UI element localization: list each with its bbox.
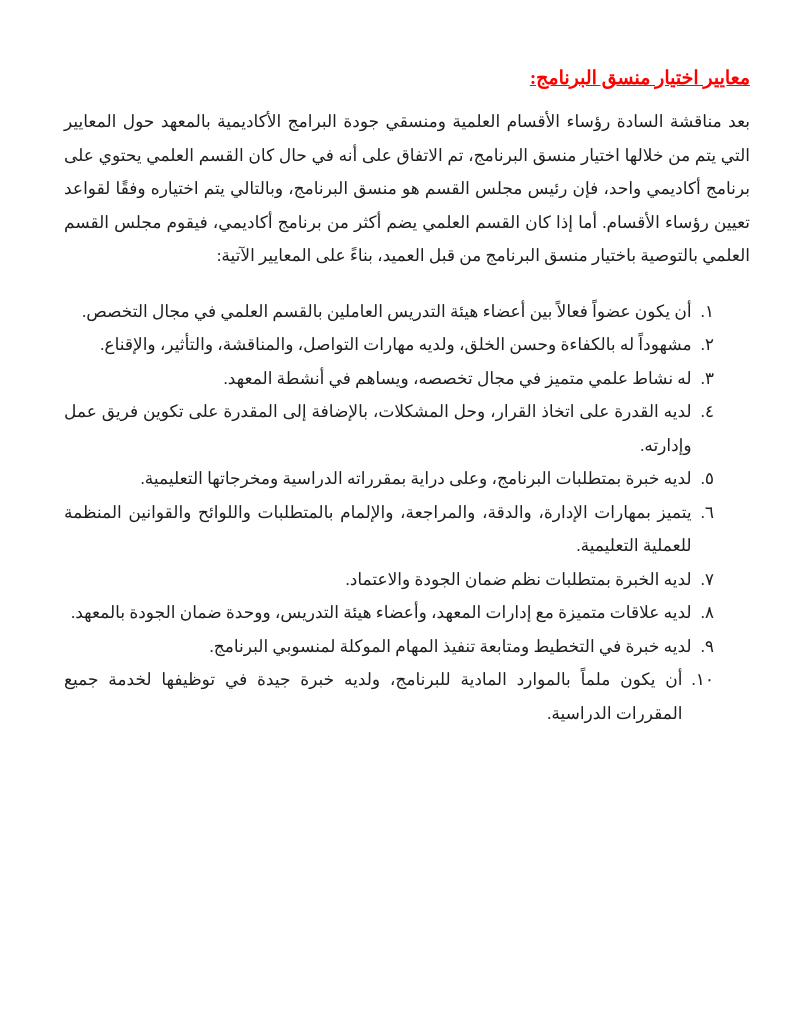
list-item-number: ٤. [700,402,714,421]
list-item-text: لديه علاقات متميزة مع إدارات المعهد، وأعضاء هيئة التدريس، ووحدة ضمان الجودة بالمعهد. [70,603,692,622]
list-item [64,596,714,630]
page-title: معايير اختيار منسق البرنامج: [529,68,750,89]
list-item-text: أن يكون عضواً فعالاً بين أعضاء هيئة التدريس العاملين بالقسم العلمي في مجال التخصص. [81,301,692,321]
list-item-text: لديه خبرة في التخطيط ومتابعة تنفيذ المهام الموكلة لمنسوبي البرنامج. [209,636,692,656]
list-item-number: ٢. [700,335,714,354]
list-item-text: لديه القدرة على اتخاذ القرار، وحل المشكلات، بالإضافة إلى المقدرة على تكوين فريق عمل وإدارته. [64,402,692,455]
list-item-number: ٩. [700,636,714,656]
list-item-text: مشهوداً له بالكفاءة وحسن الخلق، ولديه مهارات التواصل، والمناقشة، والتأثير، والإقناع. [100,335,692,354]
list-item-number: ١٠. [691,670,714,689]
list-item [64,395,714,462]
list-item-number: ٣. [700,368,714,388]
list-item-number: ٥. [700,469,714,488]
list-item [64,362,714,396]
list-item-number: ٨. [700,603,714,622]
list-item-text: له نشاط علمي متميز في مجال تخصصه، ويساهم في أنشطة المعهد. [223,368,692,388]
list-item [64,563,714,597]
list-item-text: أن يكون ملماً بالموارد المادية للبرنامج، ولديه خبرة جيدة في توظيفها لخدمة جميع المقررات الدراسية. [64,670,683,723]
list-item [64,295,714,329]
list-item-text: يتميز بمهارات الإدارة، والدقة، والمراجعة، والإلمام بالمتطلبات واللوائح والقوانين المنظمة للعملية التعليمية. [64,502,692,555]
list-item [64,462,714,496]
list-item-text: لديه الخبرة بمتطلبات نظم ضمان الجودة والاعتماد. [345,569,692,589]
list-item-number: ٧. [700,569,714,589]
criteria-list [64,295,750,731]
list-item [64,630,714,664]
intro-paragraph: بعد مناقشة السادة رؤساء الأقسام العلمية ومنسقي جودة البرامج الأكاديمية بالمعهد حول المعايير التي يتم من خلالها اختيار منسق البرنامج، تم الاتفاق على أنه في حال كان القسم العلمي يحتوي على برنامج أكاديمي واحد، فإن رئيس مجلس القسم هو منسق البرنامج، وبالتالي يتم اختياره وفقًا لقواعد تعيين رؤساء الأقسام. أما إذا كان القسم العلمي يضم أكثر من برنامج أكاديمي، فيقوم مجلس القسم العلمي بالتوصية باختيار منسق البرنامج من قبل العميد، بناءً على المعايير الآتية: [64,112,750,265]
list-item [64,496,714,563]
list-item [64,663,714,730]
list-item [64,328,714,362]
list-item-number: ١. [700,301,714,321]
list-item-text: لديه خبرة بمتطلبات البرنامج، وعلى دراية بمقرراته الدراسية ومخرجاتها التعليمية. [140,469,692,488]
list-item-number: ٦. [700,502,714,522]
